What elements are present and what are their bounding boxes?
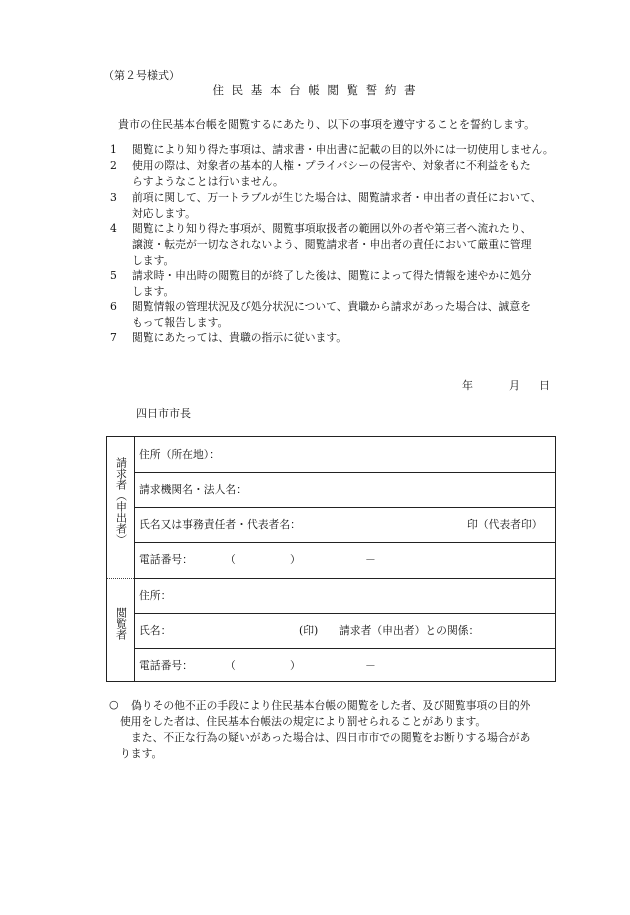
viewer-seal: (印) xyxy=(299,624,319,637)
row-line xyxy=(134,542,555,543)
form-number: （第２号様式） xyxy=(103,69,180,82)
requester-name-field[interactable]: 氏名又は事務責任者・代表者名： xyxy=(139,518,301,531)
item-number: 6 xyxy=(110,300,117,313)
notice-line: ります。 xyxy=(120,747,163,760)
phone-paren-open: （ xyxy=(225,553,236,566)
notice-line: 偽りその他不正の手段により住民基本台帳の閲覧をした者、及び閲覧事項の目的外 xyxy=(131,699,531,712)
phone-paren-close: ） xyxy=(290,553,301,566)
item-number: 7 xyxy=(110,331,117,344)
item-text: 使用の際は、対象者の基本的人権・プライバシーの侵害や、対象者に不利益をもた xyxy=(132,159,531,172)
viewer-phone-field[interactable]: 電話番号： xyxy=(139,659,193,672)
row-line xyxy=(134,613,555,614)
viewer-address-field[interactable]: 住所： xyxy=(139,589,172,602)
requester-org-field[interactable]: 請求機関名・法人名： xyxy=(139,483,247,496)
item-text: もって報告します。 xyxy=(132,316,229,329)
applicant-table xyxy=(106,436,556,682)
document-title: 住 民 基 本 台 帳 閲 覧 誓 約 書 xyxy=(212,83,418,97)
notice-line: 使用をした者は、住民基本台帳法の規定により罰せられることがあります。 xyxy=(120,715,487,728)
date-day: 日 xyxy=(539,379,550,392)
viewer-name-field[interactable]: 氏名： xyxy=(139,624,172,637)
item-text: 閲覧にあたっては、貴職の指示に従います。 xyxy=(132,331,348,344)
item-text: 前項に関して、万一トラブルが生じた場合は、閲覧請求者・申出者の責任において、 xyxy=(132,191,542,204)
intro-text: 貴市の住民基本台帳を閲覧するにあたり、以下の事項を遵守することを誓約します。 xyxy=(118,118,536,131)
row-line xyxy=(134,507,555,508)
item-text: らすようなことは行いません。 xyxy=(132,175,284,188)
notice-bullet: ○ xyxy=(109,698,119,711)
item-text: 閲覧により知り得た事項が、閲覧事項取扱者の範囲以外の者や第三者へ流れたり、 xyxy=(132,222,532,235)
viewer-label: 閲覧者 xyxy=(114,607,128,640)
requester-seal: 印（代表者印） xyxy=(467,518,543,531)
item-text: 閲覧により知り得た事項は、請求書・申出書に記載の目的以外には一切使用しません。 xyxy=(132,143,554,156)
requester-label: 請求者（申出者） xyxy=(114,457,128,545)
item-text: 閲覧情報の管理状況及び処分状況について、貴職から請求があった場合は、誠意を xyxy=(132,300,531,313)
phone-paren-close: ） xyxy=(290,659,301,672)
item-number: 1 xyxy=(110,143,117,156)
requester-phone-field[interactable]: 電話番号： xyxy=(139,553,193,566)
item-number: 2 xyxy=(110,159,117,172)
row-line xyxy=(134,472,555,473)
date-month: 月 xyxy=(509,379,520,392)
item-number: 3 xyxy=(110,191,117,204)
item-number: 5 xyxy=(110,269,117,282)
date-line xyxy=(462,377,550,393)
phone-dash: － xyxy=(365,659,376,672)
item-text: します。 xyxy=(132,254,175,267)
section-divider xyxy=(107,578,134,579)
item-text: します。 xyxy=(132,285,175,298)
item-text: 請求時・申出時の閲覧目的が終了した後は、閲覧によって得た情報を速やかに処分 xyxy=(132,269,532,282)
item-text: 譲渡・転売が一切なされないよう、閲覧請求者・申出者の責任において厳重に管理 xyxy=(132,238,532,251)
row-line xyxy=(134,578,555,579)
item-text: 対応します。 xyxy=(132,207,196,220)
date-year: 年 xyxy=(462,379,473,392)
requester-address-field[interactable]: 住所（所在地）： xyxy=(139,448,220,461)
table-divider xyxy=(134,437,135,681)
viewer-relation-field[interactable]: 請求者（申出者）との関係： xyxy=(339,624,480,637)
item-number: 4 xyxy=(110,222,117,235)
addressee: 四日市市長 xyxy=(136,407,191,420)
notice-line: また、不正な行為の疑いがあった場合は、四日市市での閲覧をお断りする場合があ xyxy=(131,731,531,744)
phone-dash: － xyxy=(365,553,376,566)
row-line xyxy=(134,648,555,649)
phone-paren-open: （ xyxy=(225,659,236,672)
